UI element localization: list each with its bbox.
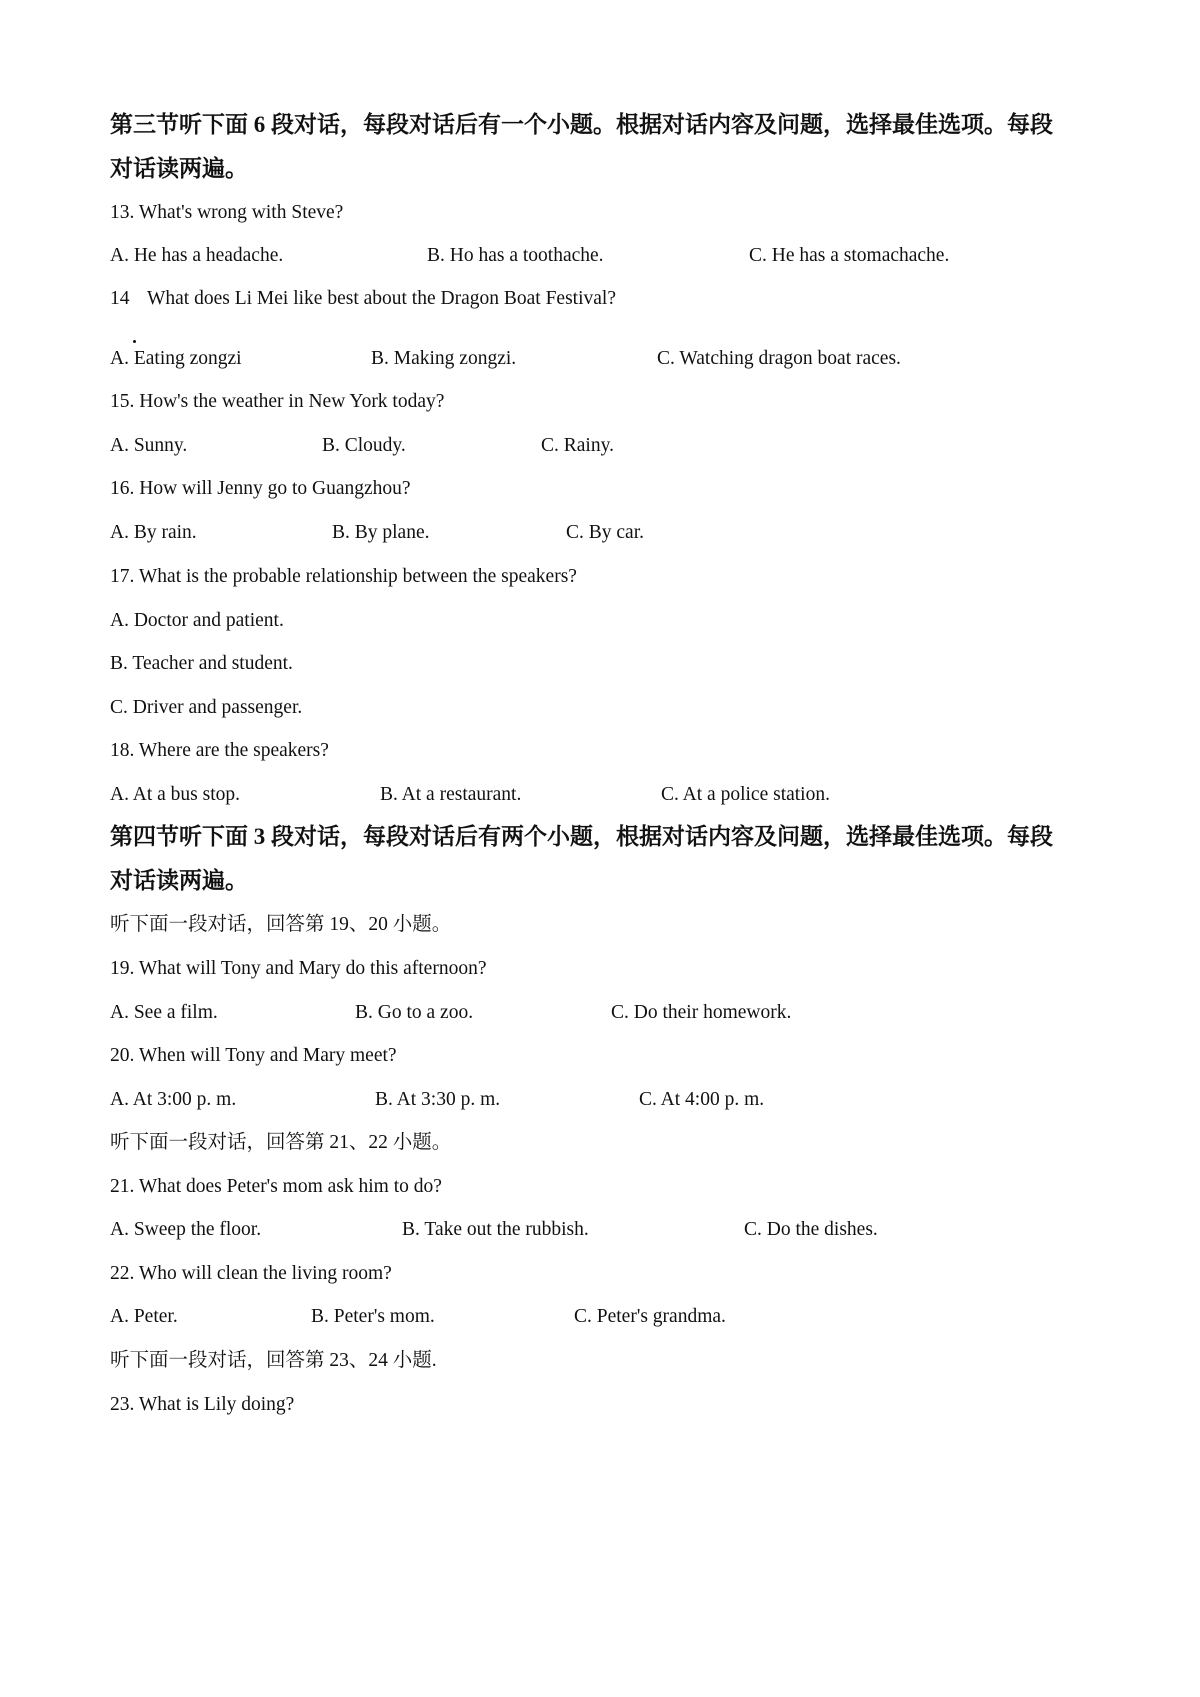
q13-option-c: C. He has a stomachache. — [749, 245, 950, 266]
question-22: 22. Who will clean the living room? — [110, 1263, 392, 1284]
question-15: 15. How's the weather in New York today? — [110, 391, 445, 412]
q13-option-b: B. Ho has a toothache. — [427, 245, 604, 266]
q22-option-a: A. Peter. — [110, 1306, 178, 1327]
question-14-number: 14 — [110, 288, 130, 309]
q22-option-c: C. Peter's grandma. — [574, 1306, 726, 1327]
q17-option-a: A. Doctor and patient. — [110, 610, 284, 631]
q16-option-b: B. By plane. — [332, 522, 430, 543]
dialog3-intro: 听下面一段对话，回答第 23、24 小题. — [110, 1350, 437, 1371]
question-18: 18. Where are the speakers? — [110, 740, 329, 761]
section3-heading-line1: 第三节听下面 6 段对话，每段对话后有一个小题。根据对话内容及问题，选择最佳选项。每段 — [110, 112, 1053, 137]
q18-option-b: B. At a restaurant. — [380, 784, 522, 805]
q20-option-c: C. At 4:00 p. m. — [639, 1089, 765, 1110]
q13-option-a: A. He has a headache. — [110, 245, 284, 266]
q21-option-c: C. Do the dishes. — [744, 1219, 878, 1240]
q14-option-a: A. Eating zongzi — [110, 348, 242, 369]
dialog2-intro: 听下面一段对话，回答第 21、22 小题。 — [110, 1132, 452, 1153]
q16-option-c: C. By car. — [566, 522, 644, 543]
question-16: 16. How will Jenny go to Guangzhou? — [110, 478, 411, 499]
dialog1-intro: 听下面一段对话，回答第 19、20 小题。 — [110, 914, 452, 935]
q21-option-a: A. Sweep the floor. — [110, 1219, 262, 1240]
q17-option-c: C. Driver and passenger. — [110, 697, 303, 718]
question-21: 21. What does Peter's mom ask him to do? — [110, 1176, 442, 1197]
question-17: 17. What is the probable relationship between the speakers? — [110, 566, 577, 587]
q18-option-c: C. At a police station. — [661, 784, 830, 805]
question-19: 19. What will Tony and Mary do this afternoon? — [110, 958, 487, 979]
q20-option-a: A. At 3:00 p. m. — [110, 1089, 237, 1110]
section4-heading-line2: 对话读两遍。 — [110, 868, 248, 893]
q18-option-a: A. At a bus stop. — [110, 784, 241, 805]
q15-option-b: B. Cloudy. — [322, 435, 406, 456]
q14-option-b: B. Making zongzi. — [371, 348, 517, 369]
q19-option-c: C. Do their homework. — [611, 1002, 792, 1023]
section3-heading-line2: 对话读两遍。 — [110, 156, 248, 181]
q17-option-b: B. Teacher and student. — [110, 653, 293, 674]
stray-dot-mark — [133, 340, 136, 343]
section4-heading-line1: 第四节听下面 3 段对话，每段对话后有两个小题，根据对话内容及问题，选择最佳选项。每段 — [110, 824, 1053, 849]
q22-option-b: B. Peter's mom. — [311, 1306, 435, 1327]
q19-option-a: A. See a film. — [110, 1002, 218, 1023]
q14-option-c: C. Watching dragon boat races. — [657, 348, 901, 369]
question-14: What does Li Mei like best about the Dragon Boat Festival? — [147, 288, 616, 309]
question-23: 23. What is Lily doing? — [110, 1394, 295, 1415]
q20-option-b: B. At 3:30 p. m. — [375, 1089, 501, 1110]
question-13: 13. What's wrong with Steve? — [110, 202, 344, 223]
q19-option-b: B. Go to a zoo. — [355, 1002, 474, 1023]
q21-option-b: B. Take out the rubbish. — [402, 1219, 589, 1240]
q15-option-a: A. Sunny. — [110, 435, 188, 456]
question-20: 20. When will Tony and Mary meet? — [110, 1045, 397, 1066]
q16-option-a: A. By rain. — [110, 522, 197, 543]
q15-option-c: C. Rainy. — [541, 435, 614, 456]
